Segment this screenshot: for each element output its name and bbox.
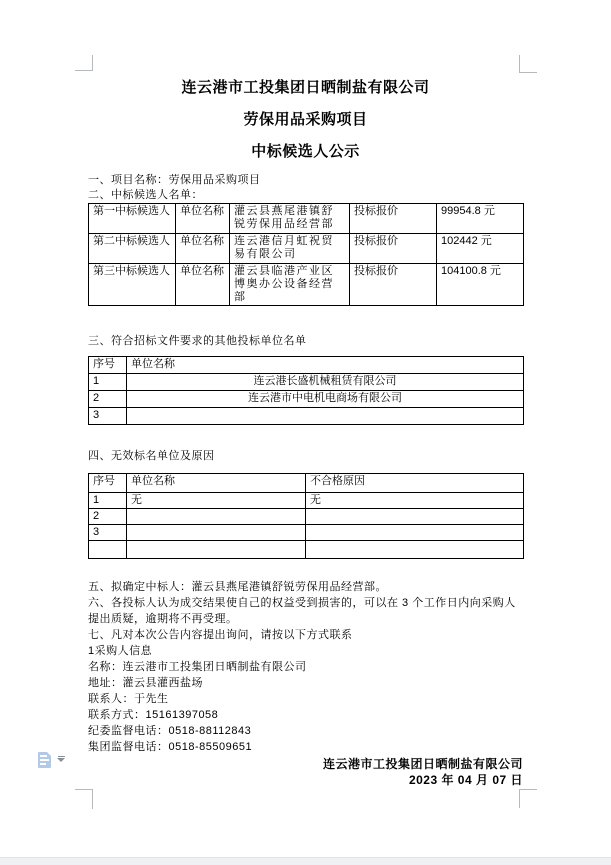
crop-mark-bottom-left — [75, 789, 93, 809]
cell-reason: 无 — [306, 493, 524, 509]
cell-serial: 2 — [89, 391, 127, 408]
cell-serial: 1 — [89, 493, 127, 509]
cell-unit-name: 连云港信月虹祝贸易有限公司 — [230, 234, 350, 264]
cell-unit-label: 单位名称 — [176, 264, 230, 306]
section-4-heading: 四、无效标名单位及原因 — [88, 450, 215, 462]
header-reason: 不合格原因 — [306, 474, 524, 493]
table-row — [89, 234, 524, 264]
contact-person: 联系人：于先生 — [88, 693, 169, 705]
header-unit-name: 单位名称 — [127, 357, 524, 374]
candidates-table — [88, 203, 524, 306]
cell-rank: 第二中标候选人 — [89, 234, 176, 264]
table-row — [89, 391, 524, 408]
table-row — [89, 408, 524, 425]
chevron-down-icon[interactable] — [57, 756, 65, 762]
document-icon[interactable] — [38, 752, 51, 768]
table-header-row — [89, 357, 524, 374]
table-row — [89, 509, 524, 525]
header-unit-name: 单位名称 — [127, 474, 306, 493]
contact-address: 地址：灌云县灌西盐场 — [88, 677, 203, 689]
invalid-bids-table — [88, 473, 524, 559]
cell-serial: 3 — [89, 408, 127, 425]
crop-mark-top-right — [519, 55, 537, 73]
table-row — [89, 374, 524, 391]
table-row — [89, 493, 524, 509]
cell-serial: 2 — [89, 509, 127, 525]
section-6-objection: 六、各投标人认为成交结果使自己的权益受到损害的，可以在 3 个工作日内向采购人提出质疑，逾期将不再受理。 — [88, 597, 516, 625]
section-2-candidates-label: 二、中标候选人名单： — [88, 189, 203, 201]
section-7-inquiry: 七、凡对本次公告内容提出询问，请按以下方式联系 — [88, 629, 353, 641]
cell-unit-name — [127, 509, 306, 525]
cell-unit-name: 无 — [127, 493, 306, 509]
cell-reason — [306, 509, 524, 525]
page-bottom-gap — [0, 857, 611, 865]
cell-serial — [89, 541, 127, 559]
purchaser-info-heading: 1采购人信息 — [88, 645, 153, 657]
cell-serial: 1 — [89, 374, 127, 391]
document-page — [88, 80, 523, 788]
cell-unit-name: 灌云县临港产业区博奥办公设备经营部 — [230, 264, 350, 306]
table-row — [89, 264, 524, 306]
table-row — [89, 541, 524, 559]
doc-title-project: 劳保用品采购项目 — [243, 111, 368, 128]
cell-rank: 第三中标候选人 — [89, 264, 176, 306]
cell-unit-label: 单位名称 — [176, 204, 230, 234]
crop-mark-bottom-right — [519, 789, 537, 808]
cell-unit-name — [127, 408, 524, 425]
cell-price-value: 99954.8 元 — [437, 204, 524, 234]
cell-price-label: 投标报价 — [350, 204, 437, 234]
table-row — [89, 204, 524, 234]
header-serial: 序号 — [89, 474, 127, 493]
cell-price-label: 投标报价 — [350, 264, 437, 306]
cell-price-value: 102442 元 — [437, 234, 524, 264]
signature-date: 2023 年 04 月 07 日 — [408, 773, 523, 787]
cell-unit-name — [127, 525, 306, 541]
section-1-project-name: 一、项目名称：劳保用品采购项目 — [88, 174, 261, 186]
table-row — [89, 525, 524, 541]
contact-name: 名称：连云港市工投集团日晒制盐有限公司 — [88, 661, 307, 673]
section-5-winner: 五、拟确定中标人：灌云县燕尾港镇舒锐劳保用品经营部。 — [88, 581, 387, 593]
cell-unit-name: 连云港市中电机电商场有限公司 — [127, 391, 524, 408]
header-serial: 序号 — [89, 357, 127, 374]
cell-reason — [306, 541, 524, 559]
contact-group-phone: 集团监督电话：0518-85509651 — [88, 741, 253, 753]
doc-title-notice: 中标候选人公示 — [251, 143, 360, 160]
doc-title-company: 连云港市工投集团日晒制盐有限公司 — [181, 79, 430, 96]
cell-price-label: 投标报价 — [350, 234, 437, 264]
cell-rank: 第一中标候选人 — [89, 204, 176, 234]
page-widget[interactable] — [38, 752, 65, 768]
contact-discipline-phone: 纪委监督电话：0518-88112843 — [88, 725, 252, 737]
section-3-heading: 三、符合招标文件要求的其他投标单位名单 — [88, 335, 307, 347]
cell-unit-name — [127, 541, 306, 559]
crop-mark-top-left — [75, 55, 93, 71]
cell-serial: 3 — [89, 525, 127, 541]
cell-unit-label: 单位名称 — [176, 234, 230, 264]
contact-phone: 联系方式：15161397058 — [88, 709, 219, 721]
cell-unit-name: 连云港长盛机械租赁有限公司 — [127, 374, 524, 391]
table-header-row — [89, 474, 524, 493]
other-bidders-table — [88, 356, 524, 425]
cell-reason — [306, 525, 524, 541]
cell-price-value: 104100.8 元 — [437, 264, 524, 306]
cell-unit-name: 灌云县燕尾港镇舒锐劳保用品经营部 — [230, 204, 350, 234]
signature-company: 连云港市工投集团日晒制盐有限公司 — [322, 757, 523, 771]
